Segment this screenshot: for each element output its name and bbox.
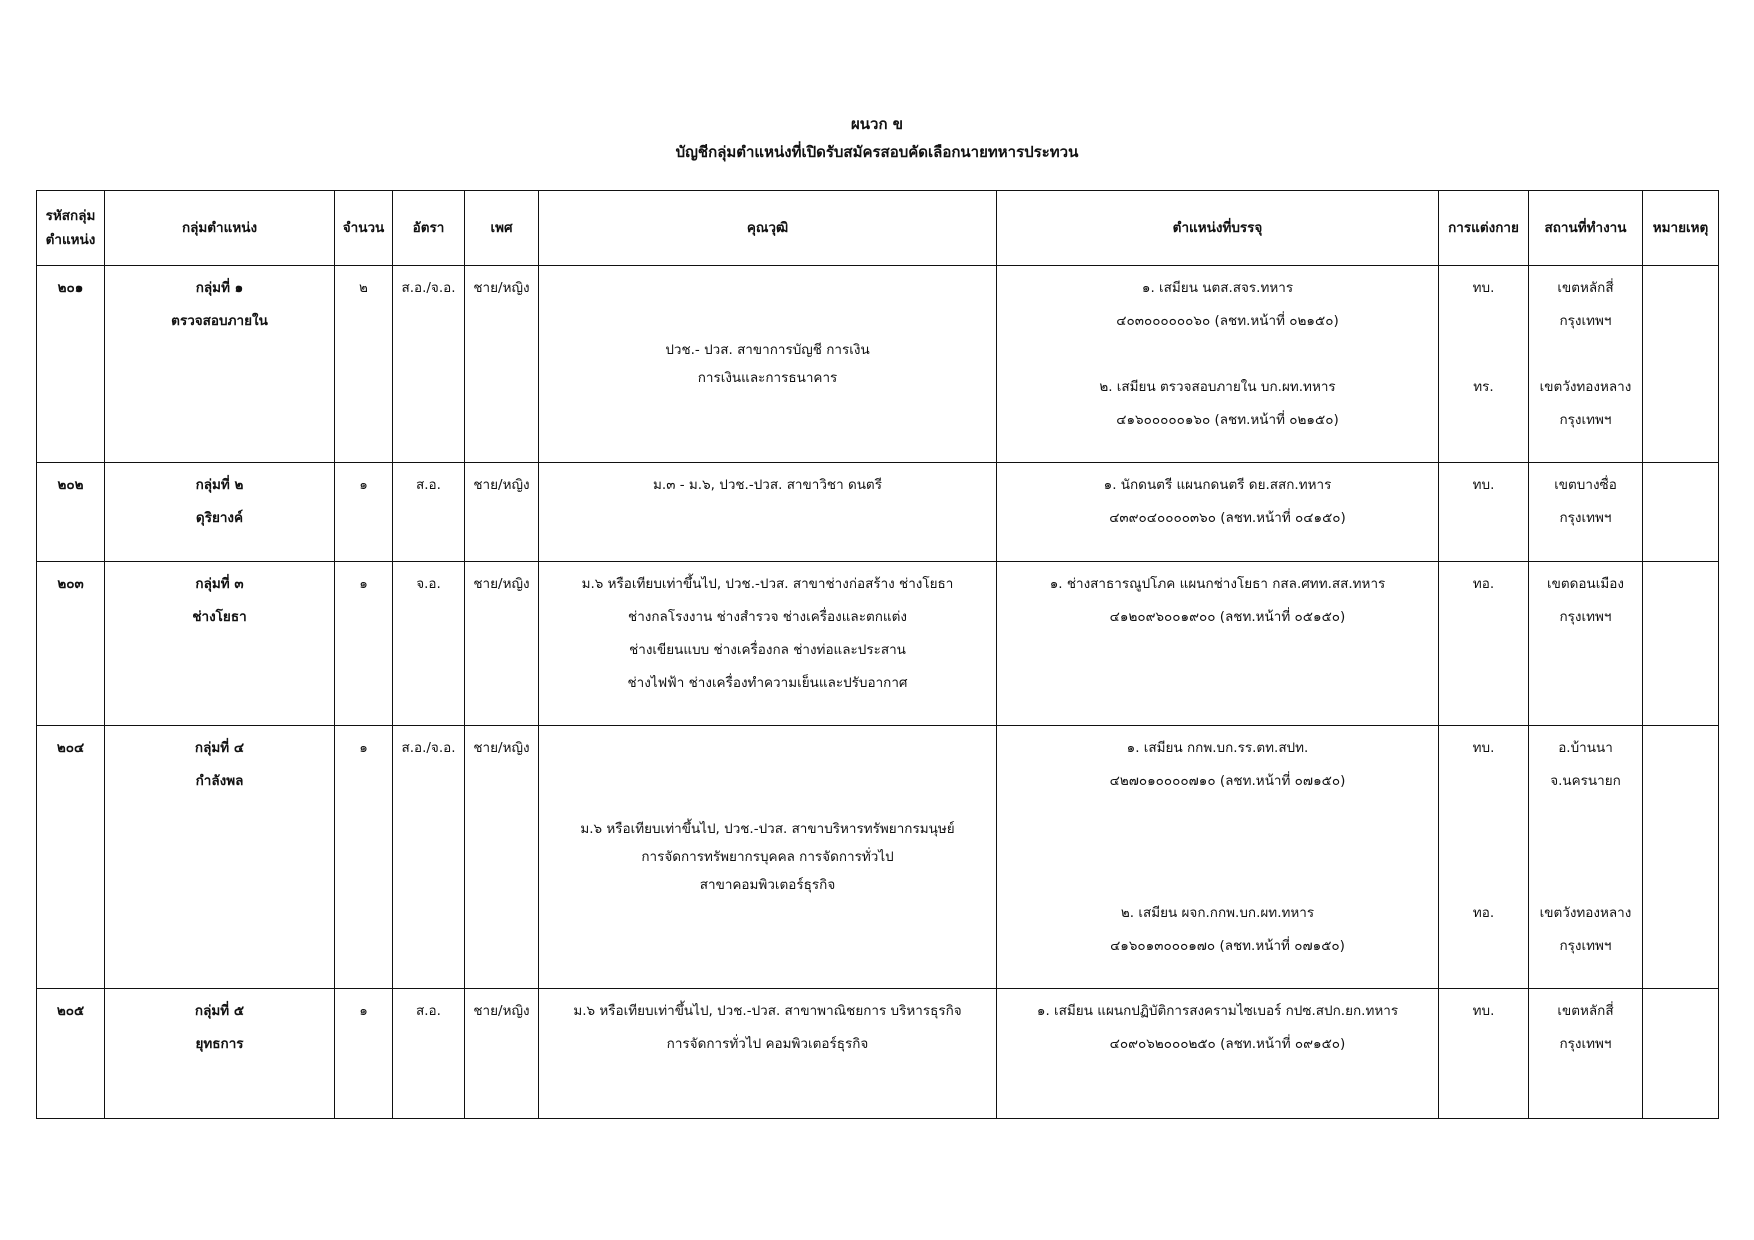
- dress: ทบ. ทร.: [1439, 266, 1529, 463]
- group-code: ๒๐๑: [37, 266, 105, 463]
- group-name: กลุ่มที่ ๔ กำลังพล: [105, 726, 335, 989]
- header-remark: หมายเหตุ: [1643, 191, 1719, 266]
- header-group: กลุ่มตำแหน่ง: [105, 191, 335, 266]
- header-qualification: คุณวุฒิ: [539, 191, 997, 266]
- position-title: ๑. เสมียน นตส.สจร.ทหาร: [1141, 280, 1294, 296]
- position-code: ๔๑๖๐๐๐๐๐๑๖๐ (ลชท.หน้าที่ ๐๒๑๕๐): [1116, 412, 1339, 428]
- position-code: ๔๓๙๐๔๐๐๐๐๓๖๐ (ลชท.หน้าที่ ๐๔๑๕๐): [1109, 510, 1346, 526]
- group-name: กลุ่มที่ ๕ ยุทธการ: [105, 989, 335, 1119]
- position-code: ๔๒๗๐๑๐๐๐๐๗๑๐ (ลชท.หน้าที่ ๐๗๑๕๐): [1109, 773, 1346, 789]
- position-count: ๑: [335, 463, 393, 562]
- position-code: ๔๑๒๐๙๖๐๐๑๙๐๐ (ลชท.หน้าที่ ๐๕๑๕๐): [1109, 609, 1346, 625]
- position-title: ๒. เสมียน ผจก.กกพ.บก.ผท.ทหาร: [1120, 905, 1315, 921]
- remark: [1643, 726, 1719, 989]
- appendix-heading: ผนวก ข: [850, 115, 904, 133]
- positions-table: [36, 190, 1719, 1119]
- sex: ชาย/หญิง: [465, 266, 539, 463]
- dress: ทบ.: [1439, 989, 1529, 1119]
- header-code: รหัสกลุ่ม ตำแหน่ง: [37, 191, 105, 266]
- header-location: สถานที่ทำงาน: [1529, 191, 1643, 266]
- remark: [1643, 463, 1719, 562]
- position-title: ๒. เสมียน ตรวจสอบภายใน บก.ผท.ทหาร: [1099, 379, 1336, 395]
- group-name: กลุ่มที่ ๒ ดุริยางค์: [105, 463, 335, 562]
- position-code: ๔๐๓๐๐๐๐๐๐๖๐ (ลชท.หน้าที่ ๐๒๑๕๐): [1116, 313, 1339, 329]
- positions: [997, 989, 1439, 1119]
- group-code: ๒๐๕: [37, 989, 105, 1119]
- position-title: ๑. นักดนตรี แผนกดนตรี ดย.สสก.ทหาร: [1103, 477, 1332, 493]
- table-row: [37, 989, 1719, 1119]
- remark: [1643, 562, 1719, 726]
- dress: ทอ.: [1439, 562, 1529, 726]
- document-title: บัญชีกลุ่มตำแหน่งที่เปิดรับสมัครสอบคัดเลือกนายทหารประทวน: [675, 143, 1079, 161]
- header-row: [37, 191, 1719, 266]
- position-code: ๔๐๙๐๖๒๐๐๐๒๕๐ (ลชท.หน้าที่ ๐๙๑๕๐): [1109, 1036, 1346, 1052]
- rank-rate: ส.อ.: [393, 463, 465, 562]
- work-location: เขตหลักสี่ กรุงเทพฯ: [1529, 989, 1643, 1119]
- header-rate: อัตรา: [393, 191, 465, 266]
- table-row: [37, 266, 1719, 463]
- position-code: ๔๑๖๐๑๓๐๐๐๑๗๐ (ลชท.หน้าที่ ๐๗๑๕๐): [1110, 938, 1345, 954]
- rank-rate: ส.อ.: [393, 989, 465, 1119]
- rank-rate: ส.อ./จ.อ.: [393, 726, 465, 989]
- sex: ชาย/หญิง: [465, 726, 539, 989]
- work-location: เขตดอนเมือง กรุงเทพฯ: [1529, 562, 1643, 726]
- dress: ทบ. ทอ.: [1439, 726, 1529, 989]
- remark: [1643, 989, 1719, 1119]
- qualification: ม.๖ หรือเทียบเท่าขึ้นไป, ปวช.-ปวส. สาขาช่างก่อสร้าง ช่างโยธา ช่างกลโรงงาน ช่างสำรวจ ช่างเครื่องและตกแต่ง ช่างเขียนแบบ ช่างเครื่องกล ช่างท่อและประสาน ช่างไฟฟ้า ช่างเครื่องทำความเย็นและปรับอากาศ: [539, 562, 997, 726]
- sex: ชาย/หญิง: [465, 463, 539, 562]
- table-row: [37, 463, 1719, 562]
- positions: [997, 562, 1439, 726]
- table-row: [37, 726, 1719, 989]
- positions: [997, 726, 1439, 989]
- group-code: ๒๐๒: [37, 463, 105, 562]
- header-position: ตำแหน่งที่บรรจุ: [997, 191, 1439, 266]
- qualification: ม.๓ - ม.๖, ปวช.-ปวส. สาขาวิชา ดนตรี: [539, 463, 997, 562]
- position-title: ๑. เสมียน แผนกปฏิบัติการสงครามไซเบอร์ กปซ.สปก.ยก.ทหาร: [1036, 1003, 1399, 1019]
- table-row: [37, 562, 1719, 726]
- header-dress: การแต่งกาย: [1439, 191, 1529, 266]
- position-count: ๒: [335, 266, 393, 463]
- position-count: ๑: [335, 726, 393, 989]
- position-title: ๑. ช่างสาธารณูปโภค แผนกช่างโยธา กสล.ศทท.สส.ทหาร: [1049, 576, 1386, 592]
- rank-rate: จ.อ.: [393, 562, 465, 726]
- work-location: เขตหลักสี่ กรุงเทพฯ เขตวังทองหลาง กรุงเทพฯ: [1529, 266, 1643, 463]
- group-code: ๒๐๔: [37, 726, 105, 989]
- header-count: จำนวน: [335, 191, 393, 266]
- positions: [997, 463, 1439, 562]
- qualification: ปวช.- ปวส. สาขาการบัญชี การเงิน การเงินและการธนาคาร: [539, 266, 997, 463]
- qualification: ม.๖ หรือเทียบเท่าขึ้นไป, ปวช.-ปวส. สาขาบริหารทรัพยากรมนุษย์ การจัดการทรัพยากรบุคคล การจัดการทั่วไป สาขาคอมพิวเตอร์ธุรกิจ: [539, 726, 997, 989]
- group-name: กลุ่มที่ ๑ ตรวจสอบภายใน: [105, 266, 335, 463]
- position-title: ๑. เสมียน กกพ.บก.รร.ตท.สปท.: [1126, 740, 1309, 756]
- positions: [997, 266, 1439, 463]
- group-name: กลุ่มที่ ๓ ช่างโยธา: [105, 562, 335, 726]
- sex: ชาย/หญิง: [465, 989, 539, 1119]
- qualification: ม.๖ หรือเทียบเท่าขึ้นไป, ปวช.-ปวส. สาขาพาณิชยการ บริหารธุรกิจ การจัดการทั่วไป คอมพิวเตอร์ธุรกิจ: [539, 989, 997, 1119]
- position-count: ๑: [335, 562, 393, 726]
- rank-rate: ส.อ./จ.อ.: [393, 266, 465, 463]
- header-sex: เพศ: [465, 191, 539, 266]
- remark: [1643, 266, 1719, 463]
- sex: ชาย/หญิง: [465, 562, 539, 726]
- group-code: ๒๐๓: [37, 562, 105, 726]
- work-location: อ.บ้านนา จ.นครนายก เขตวังทองหลาง กรุงเทพฯ: [1529, 726, 1643, 989]
- position-count: ๑: [335, 989, 393, 1119]
- work-location: เขตบางซื่อ กรุงเทพฯ: [1529, 463, 1643, 562]
- dress: ทบ.: [1439, 463, 1529, 562]
